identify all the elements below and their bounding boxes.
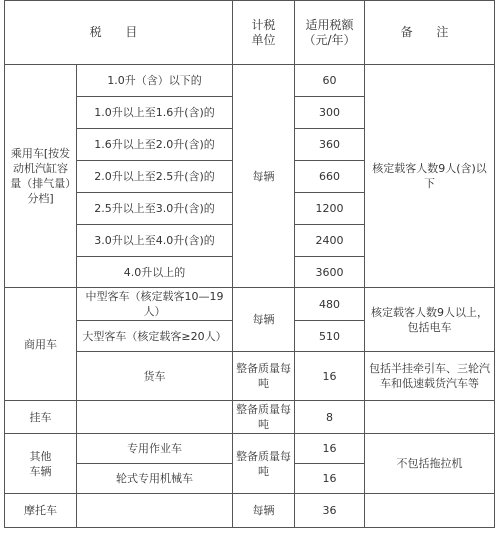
motorcycle-unit: 每辆 [233,494,295,528]
rate-value: 1200 [295,193,365,225]
other-note: 不包括拖拉机 [365,434,495,494]
other-category: 其他 车辆 [5,434,77,494]
table-row [5,65,495,97]
table-row [5,288,495,321]
displacement-label: 4.0升以上的 [77,257,233,288]
trailer-note [365,401,495,434]
rate-value: 16 [295,434,365,464]
bus-note: 核定载客人数9人以上，包括电车 [365,288,495,352]
header-row [5,1,495,65]
rate-value: 360 [295,129,365,161]
other-label: 专用作业车 [77,434,233,464]
passenger-unit: 每辆 [233,65,295,288]
table-row [5,352,495,401]
commercial-category: 商用车 [5,288,77,401]
trailer-unit: 整备质量每吨 [233,401,295,434]
rate-value: 16 [295,464,365,494]
truck-note: 包括半挂牵引车、三轮汽车和低速载货汽车等 [365,352,495,401]
header-note: 备 注 [365,1,495,65]
trailer-category: 挂车 [5,401,77,434]
rate-value: 2400 [295,225,365,257]
other-label: 轮式专用机械车 [77,464,233,494]
bus-label: 大型客车（核定载客≥20人） [77,321,233,352]
rate-value: 300 [295,97,365,129]
rate-value: 60 [295,65,365,97]
trailer-spacer [77,401,233,434]
displacement-label: 1.0升以上至1.6升(含)的 [77,97,233,129]
motorcycle-category: 摩托车 [5,494,77,528]
vehicle-tax-table [4,0,495,528]
rate-value: 16 [295,352,365,401]
header-unit: 计税 单位 [233,1,295,65]
rate-value: 660 [295,161,365,193]
header-item: 税 目 [5,1,233,65]
passenger-note: 核定载客人数9人(含)以下 [365,65,495,288]
rate-value: 36 [295,494,365,528]
rate-value: 3600 [295,257,365,288]
bus-unit: 每辆 [233,288,295,352]
rate-value: 8 [295,401,365,434]
displacement-label: 2.0升以上至2.5升(含)的 [77,161,233,193]
table-row [5,434,495,464]
rate-value: 480 [295,288,365,321]
table-row [5,401,495,434]
displacement-label: 1.6升以上至2.0升(含)的 [77,129,233,161]
bus-label: 中型客车（核定载客10—19人） [77,288,233,321]
displacement-label: 2.5升以上至3.0升(含)的 [77,193,233,225]
truck-unit: 整备质量每吨 [233,352,295,401]
rate-value: 510 [295,321,365,352]
displacement-label: 3.0升以上至4.0升(含)的 [77,225,233,257]
header-rate: 适用税额 （元/年） [295,1,365,65]
motorcycle-note [365,494,495,528]
vehicle-tax-table-page [4,0,496,533]
passenger-category: 乘用车[按发动机汽缸容量（排气量）分档] [5,65,77,288]
other-unit: 整备质量每吨 [233,434,295,494]
motorcycle-spacer [77,494,233,528]
truck-label: 货车 [77,352,233,401]
displacement-label: 1.0升（含）以下的 [77,65,233,97]
table-row [5,494,495,528]
